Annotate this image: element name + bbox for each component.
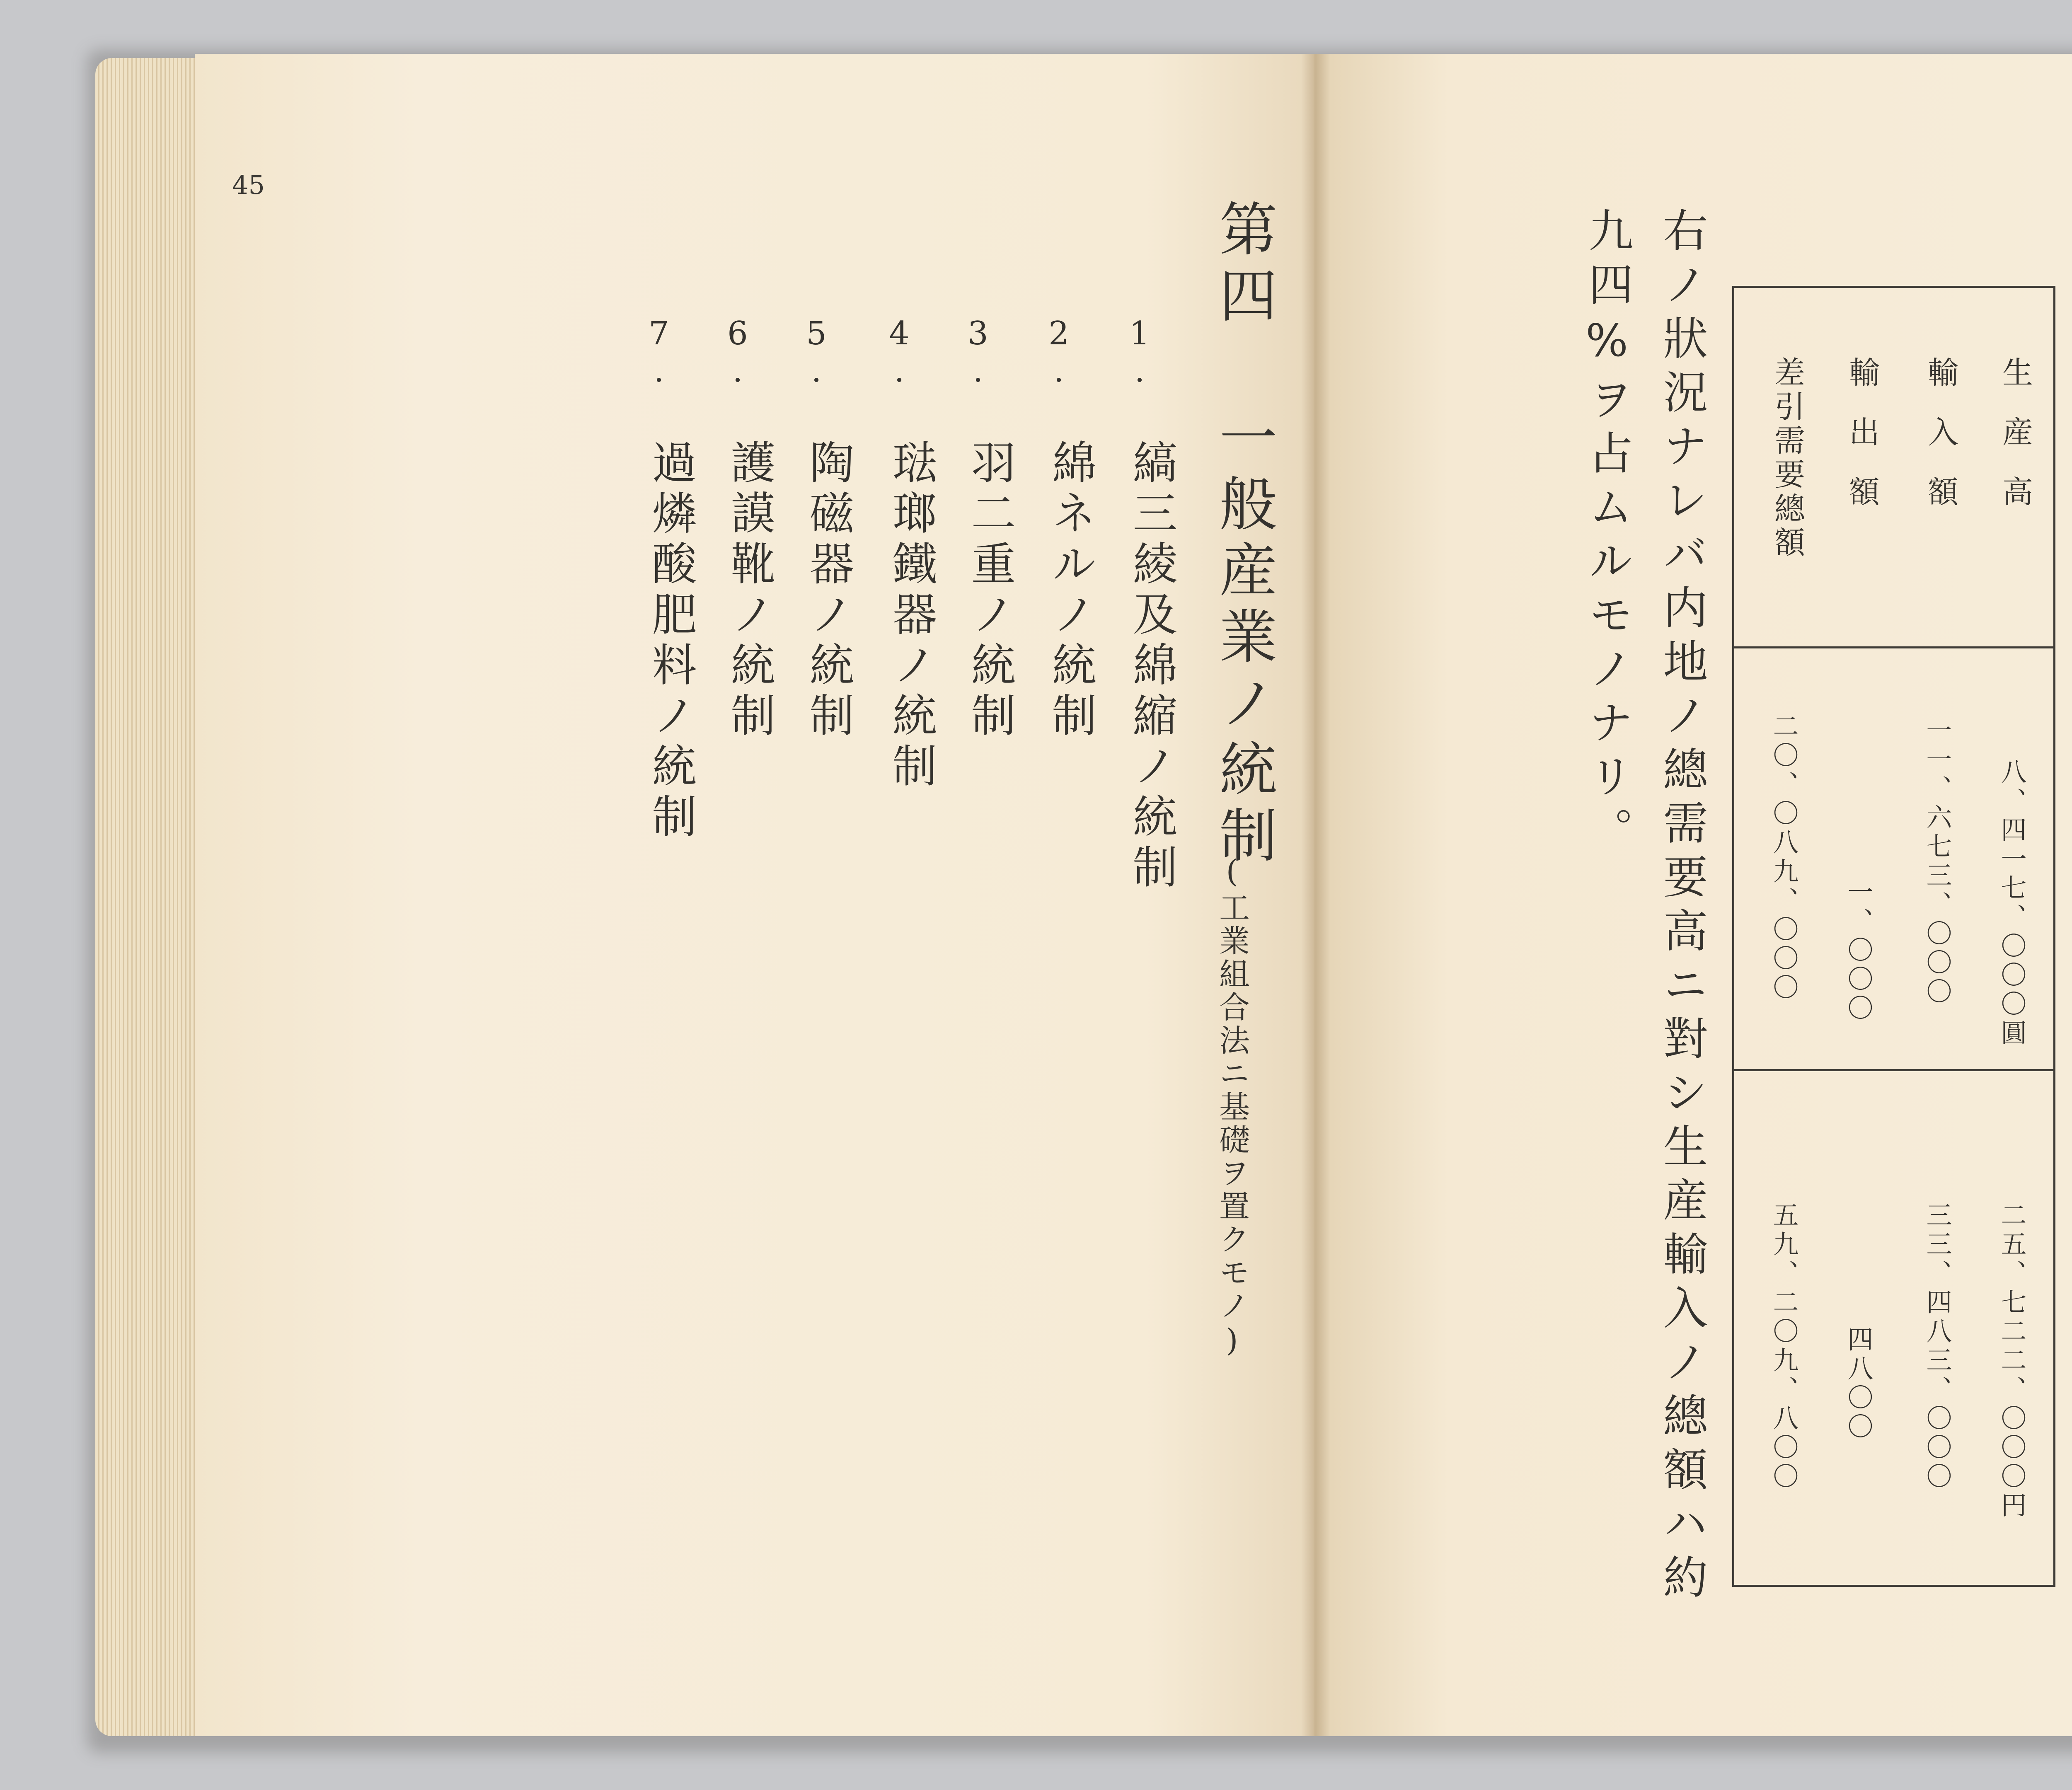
note-line-1: 右ノ狀況ナレバ内地ノ總需要高ニ對シ生産輸入ノ總額ハ約 [1656,207,1707,1608]
supply-label-export: 輸出額 [1844,356,1880,535]
supply-label-production: 生産高 [1997,356,2033,535]
item-number-6: 6. [719,315,756,389]
left-page [195,54,1314,1736]
section-heading: 第四 一般産業ノ統制 [1210,199,1277,871]
item-number-5: 5. [798,315,835,389]
supply-export-col1: 一、〇〇〇 [1843,878,1874,1023]
supply-production-col2: 二五、七二二、〇〇〇円 [1997,1202,2027,1521]
supply-import-col2: 三三、四八三、〇〇〇 [1922,1202,1952,1492]
item-text-6: 護謨靴ノ統制 [723,439,775,743]
page-stack-left [95,58,211,1736]
note-line-2: 九四%ヲ占ムルモノナリ。 [1581,207,1633,861]
item-text-3: 羽二重ノ統制 [963,439,1015,743]
item-number-3: 3. [959,315,997,389]
supply-net-demand-col1: 二〇、〇八九、〇〇〇 [1769,713,1799,1003]
section-heading-note: (工業組合法ニ基礎ヲ置クモノ) [1214,854,1250,1361]
supply-export-col2: 四八〇〇 [1843,1326,1874,1442]
supply-production-col1: 八、四一七、〇〇〇圓 [1997,758,2027,1048]
item-text-4: 琺瑯鐵器ノ統制 [885,439,937,793]
page-number-left: 45 [232,170,265,200]
item-number-1: 1. [1121,315,1158,389]
supply-label-import: 輸入額 [1923,356,1958,535]
supply-label-net-demand: 差引需要總額 [1769,356,1805,560]
item-number-7: 7. [640,315,678,389]
supply-table-mid-line [1732,1069,2053,1071]
item-text-5: 陶磁器ノ統制 [802,439,854,743]
supply-import-col1: 一一、六七三、〇〇〇 [1922,717,1952,1007]
supply-net-demand-col2: 五九、二〇九、八〇〇 [1769,1202,1799,1492]
book-gutter [1301,54,1330,1736]
supply-table-header-line [1732,646,2053,648]
item-text-2: 綿ネルノ統制 [1044,439,1096,743]
item-text-1: 縞三綾及綿縮ノ統制 [1125,439,1177,894]
item-text-7: 過燐酸肥料ノ統制 [644,439,696,844]
item-number-2: 2. [1040,315,1077,389]
item-number-4: 4. [881,315,918,389]
